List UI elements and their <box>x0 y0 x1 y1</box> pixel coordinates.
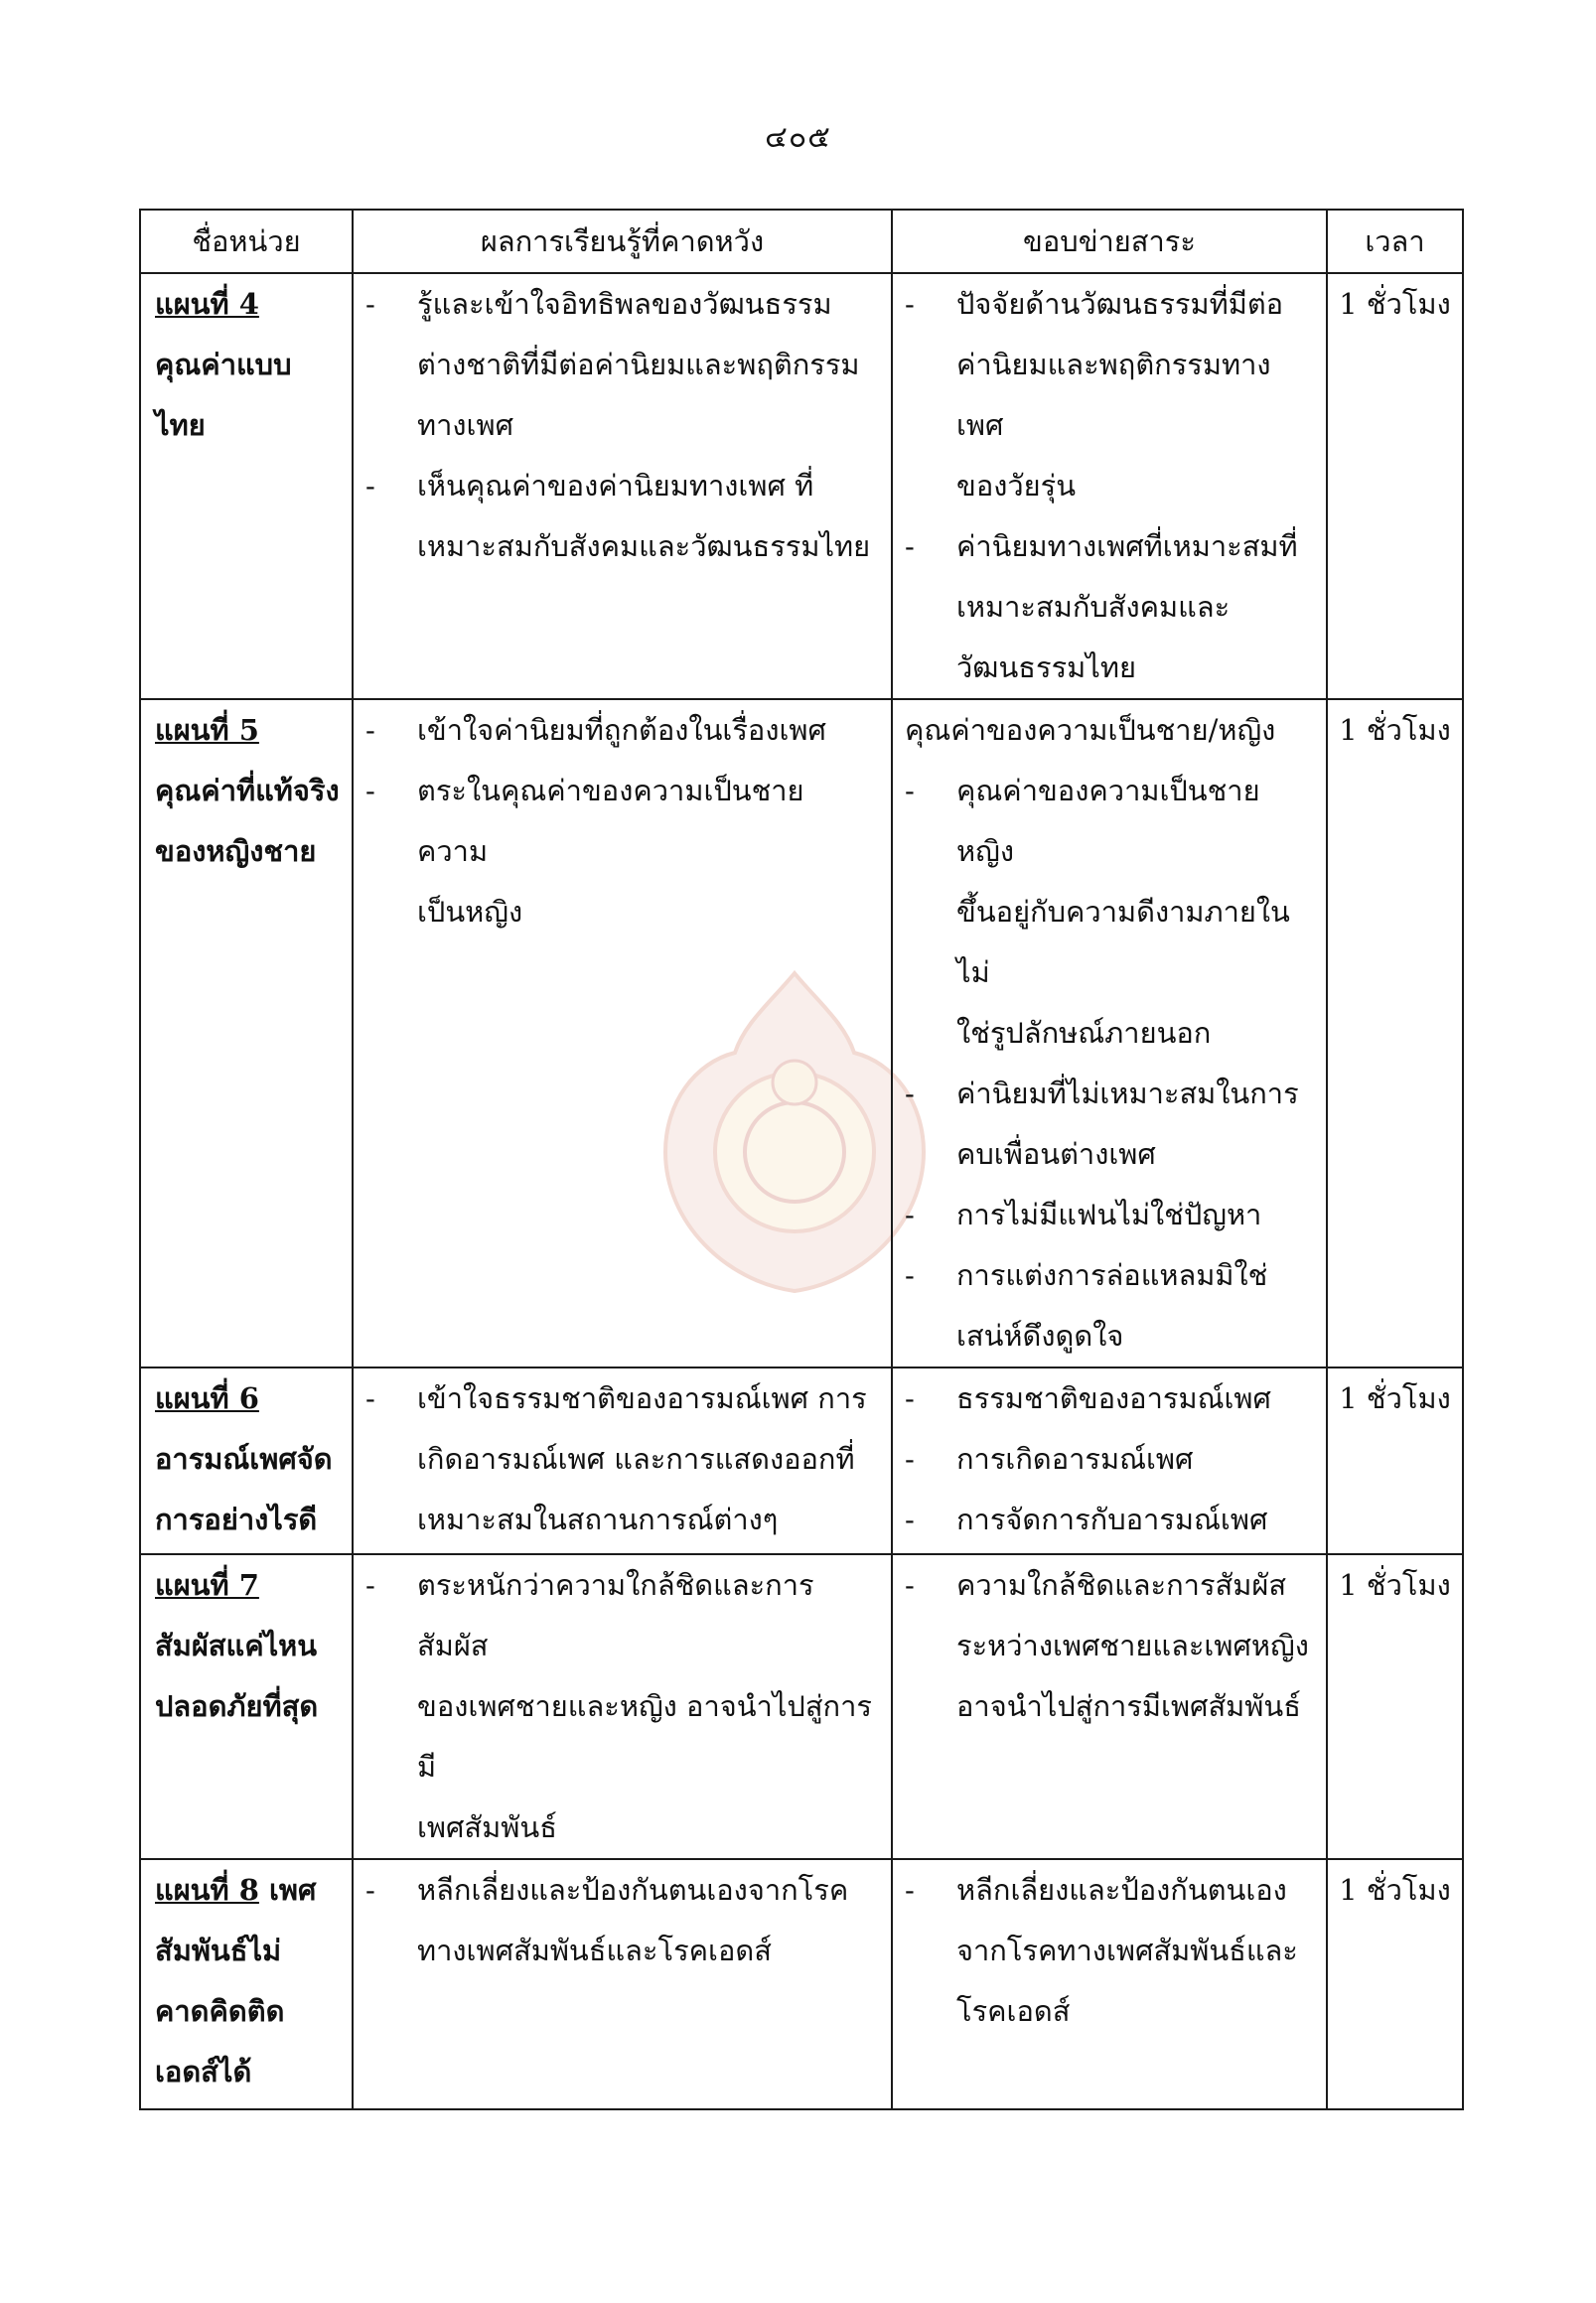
outcome-text: ตระในคุณค่าของความเป็นชาย ความ เป็นหญิง <box>417 774 804 929</box>
header-time: เวลา <box>1327 210 1463 273</box>
scope-cell <box>892 699 1327 1367</box>
outcome-text: เห็นคุณค่าของค่านิยมทางเพศ ที่ เหมาะสมกับสังคมและวัฒนธรรมไทย <box>417 469 871 563</box>
header-unit: ชื่อหน่วย <box>140 210 353 273</box>
list-item <box>905 1245 1316 1367</box>
list-item <box>365 1860 881 1981</box>
scope-cell <box>892 1554 1327 1859</box>
scope-cell <box>892 1367 1327 1554</box>
scope-text: ค่านิยมทางเพศที่เหมาะสมที่ เหมาะสมกับสังคมและ วัฒนธรรมไทย <box>956 529 1298 684</box>
table-row <box>140 1554 1463 1859</box>
scope-text: ธรรมชาติของอารมณ์เพศ <box>956 1381 1271 1415</box>
plan-title: แผนที่ 6 <box>155 1381 259 1415</box>
unit-cell <box>140 1859 353 2109</box>
outcome-text: รู้และเข้าใจอิทธิพลของวัฒนธรรม ต่างชาติที่มีต่อค่านิยมและพฤติกรรม ทางเพศ <box>417 287 860 442</box>
dash-bullet: - <box>905 1381 915 1415</box>
unit-cell <box>140 699 353 1367</box>
list-item <box>365 1368 881 1550</box>
table-header-row <box>140 210 1463 273</box>
dash-bullet: - <box>905 1442 915 1476</box>
list-item <box>905 1555 1316 1737</box>
outcome-text: ตระหนักว่าความใกล้ชิดและการสัมผัส ของเพศชายและหญิง อาจนำไปสู่การมี เพศสัมพันธ์ <box>417 1568 872 1844</box>
outcome-cell <box>353 1554 892 1859</box>
list-item <box>905 1185 1316 1245</box>
dash-bullet: - <box>365 469 375 503</box>
list-item <box>905 1860 1316 2042</box>
list-item <box>365 761 881 942</box>
dash-bullet: - <box>905 1503 915 1536</box>
time-cell: 1 ชั่วโมง <box>1327 1367 1463 1554</box>
dash-bullet: - <box>365 713 375 747</box>
dash-bullet: - <box>905 287 915 321</box>
scope-text: การไม่มีแฟนไม่ใช่ปัญหา <box>956 1198 1262 1231</box>
list-item <box>905 1368 1316 1429</box>
unit-name: สัมผัสแค่ไหน ปลอดภัยที่สุด <box>155 1629 319 1723</box>
unit-cell <box>140 1367 353 1554</box>
time-cell: 1 ชั่วโมง <box>1327 699 1463 1367</box>
scope-cell <box>892 1859 1327 2109</box>
dash-bullet: - <box>905 1258 915 1292</box>
dash-bullet: - <box>905 1077 915 1110</box>
list-item <box>365 456 881 577</box>
time-cell: 1 ชั่วโมง <box>1327 1554 1463 1859</box>
outcome-cell <box>353 699 892 1367</box>
dash-bullet: - <box>365 1381 375 1415</box>
unit-name: เพศ สัมพันธ์ไม่ คาดคิดติด เอดส์ได้ <box>155 1873 317 2088</box>
dash-bullet: - <box>905 1198 915 1231</box>
scope-text: การแต่งการล่อแหลมมิใช่ เสน่ห์ดึงดูดใจ <box>956 1258 1268 1353</box>
outcome-cell <box>353 1859 892 2109</box>
header-outcome: ผลการเรียนรู้ที่คาดหวัง <box>353 210 892 273</box>
dash-bullet: - <box>905 529 915 563</box>
list-item <box>365 274 881 456</box>
scope-cell <box>892 273 1327 699</box>
scope-text: คุณค่าของความเป็นชายหญิง ขึ้นอยู่กับความดีงามภายในไม่ ใช่รูปลักษณ์ภายนอก <box>956 774 1290 1050</box>
scope-text: การเกิดอารมณ์เพศ <box>956 1442 1194 1476</box>
list-item <box>905 516 1316 698</box>
outcome-text: เข้าใจธรรมชาติของอารมณ์เพศ การ เกิดอารมณ์เพศ และการแสดงออกที่ เหมาะสมในสถานการณ์ต่างๆ <box>417 1381 867 1536</box>
dash-bullet: - <box>905 1568 915 1602</box>
dash-bullet: - <box>365 1568 375 1602</box>
list-item <box>905 761 1316 1064</box>
unit-name: คุณค่าแบบไทย <box>155 348 292 442</box>
list-item <box>905 1064 1316 1185</box>
unit-cell <box>140 1554 353 1859</box>
unit-name: คุณค่าที่แท้จริง ของหญิงชาย <box>155 774 340 868</box>
plan-title: แผนที่ 5 <box>155 713 259 747</box>
list-item <box>905 1429 1316 1490</box>
table-row <box>140 1367 1463 1554</box>
table-row <box>140 1859 1463 2109</box>
outcome-cell <box>353 273 892 699</box>
dash-bullet: - <box>365 287 375 321</box>
list-item <box>905 274 1316 516</box>
plan-title: แผนที่ 4 <box>155 287 259 321</box>
scope-text: หลีกเลี่ยงและป้องกันตนเอง จากโรคทางเพศสัมพันธ์และ โรคเอดส์ <box>956 1873 1298 2028</box>
header-scope: ขอบข่ายสาระ <box>892 210 1327 273</box>
scope-text: ความใกล้ชิดและการสัมผัส ระหว่างเพศชายและเพศหญิง อาจนำไปสู่การมีเพศสัมพันธ์ <box>956 1568 1309 1723</box>
list-item <box>365 1555 881 1858</box>
table-row <box>140 699 1463 1367</box>
scope-text: ค่านิยมที่ไม่เหมาะสมในการ คบเพื่อนต่างเพศ <box>956 1077 1299 1171</box>
time-cell: 1 ชั่วโมง <box>1327 1859 1463 2109</box>
dash-bullet: - <box>365 774 375 807</box>
curriculum-table <box>139 209 1464 2110</box>
time-cell: 1 ชั่วโมง <box>1327 273 1463 699</box>
unit-name: อารมณ์เพศจัด การอย่างไรดี <box>155 1442 333 1536</box>
unit-name-block <box>155 1860 342 2102</box>
unit-cell <box>140 273 353 699</box>
scope-text: ปัจจัยด้านวัฒนธรรมที่มีต่อ ค่านิยมและพฤติกรรมทางเพศ ของวัยรุ่น <box>956 287 1284 503</box>
page-number: ๔๐๕ <box>765 120 831 155</box>
dash-bullet: - <box>365 1873 375 1907</box>
outcome-text: หลีกเลี่ยงและป้องกันตนเองจากโรค ทางเพศสัมพันธ์และโรคเอดส์ <box>417 1873 849 1967</box>
scope-text: การจัดการกับอารมณ์เพศ <box>956 1503 1268 1536</box>
outcome-cell <box>353 1367 892 1554</box>
plan-title: แผนที่ 7 <box>155 1568 259 1602</box>
scope-heading: คุณค่าของความเป็นชาย/หญิง <box>905 713 1276 747</box>
outcome-text: เข้าใจค่านิยมที่ถูกต้องในเรื่องเพศ <box>417 713 826 747</box>
dash-bullet: - <box>905 1873 915 1907</box>
list-item <box>365 700 881 761</box>
dash-bullet: - <box>905 774 915 807</box>
table-row <box>140 273 1463 699</box>
list-item <box>905 1490 1316 1550</box>
plan-title: แผนที่ 8 <box>155 1873 259 1907</box>
